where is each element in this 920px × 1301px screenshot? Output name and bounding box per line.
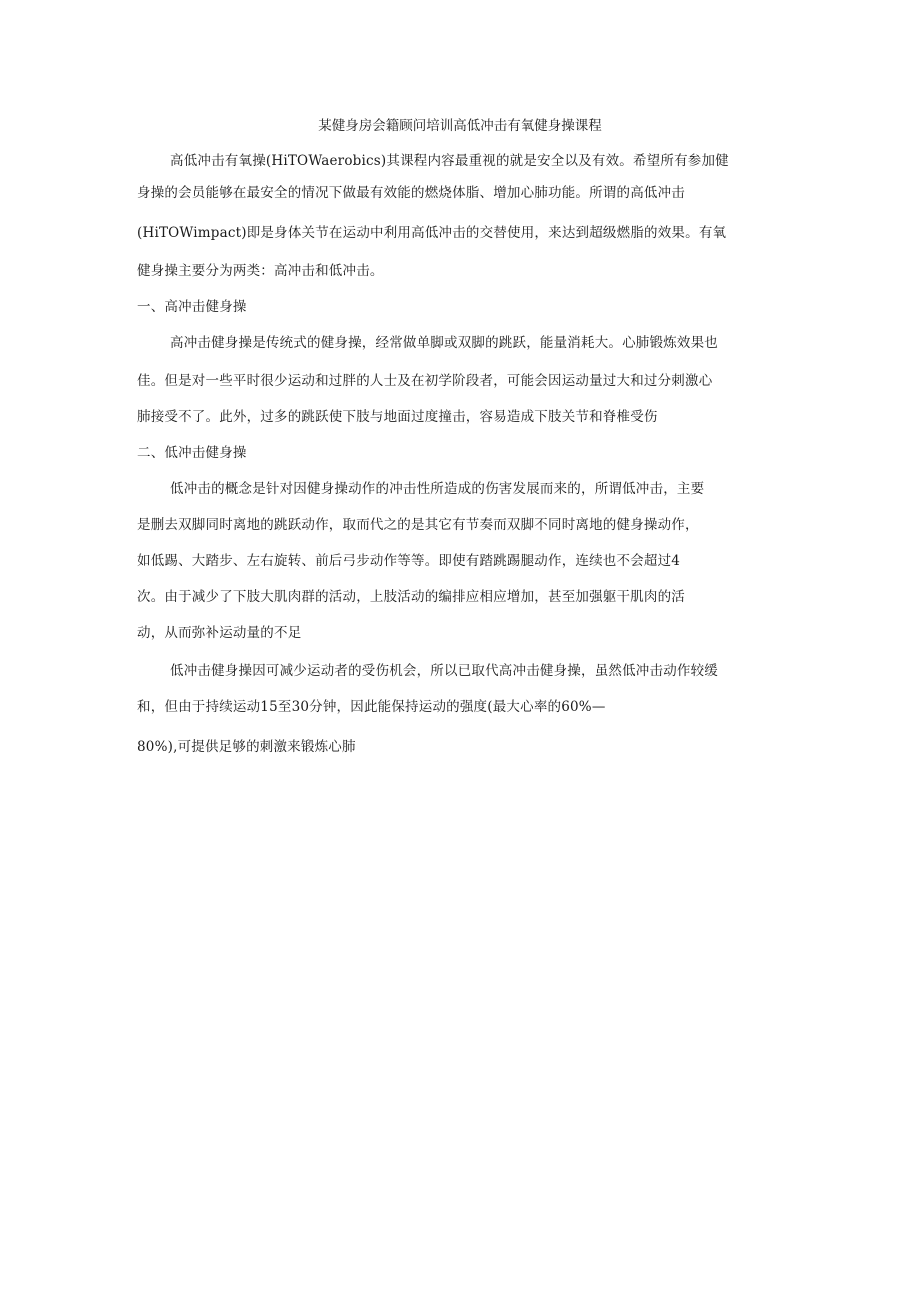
section2-para2-line: 和，但由于持续运动15至30分钟，因此能保持运动的强度(最大心率的60%— <box>137 699 606 715</box>
intro-line: 高低冲击有氧操(HiTOWaerobics)其课程内容最重视的就是安全以及有效。希望所有参加健 <box>170 153 729 169</box>
intro-line: 健身操主要分为两类：高冲击和低冲击。 <box>137 263 384 279</box>
section2-para1-line: 次。由于减少了下肢大肌肉群的活动，上肢活动的编排应相应增加，甚至加强躯干肌肉的活 <box>137 589 685 605</box>
section2-para2-line: 低冲击健身操因可减少运动者的受伤机会，所以已取代高冲击健身操，虽然低冲击动作较缓 <box>170 663 718 679</box>
intro-line: 身操的会员能够在最安全的情况下做最有效能的燃烧体脂、增加心肺功能。所谓的高低冲击 <box>137 185 685 201</box>
section2-para1-line: 是删去双脚同时离地的跳跃动作，取而代之的是其它有节奏而双脚不同时离地的健身操动作， <box>137 517 699 533</box>
document-title: 某健身房会籍顾问培训高低冲击有氧健身操课程 <box>318 118 602 134</box>
section2-heading: 二、低冲击健身操 <box>137 445 247 461</box>
section2-para1-line: 如低踢、大踏步、左右旋转、前后弓步动作等等。即使有踏跳踢腿动作，连续也不会超过4 <box>137 553 681 569</box>
section1-heading: 一、高冲击健身操 <box>137 299 247 315</box>
intro-line: (HiTOWimpact)即是身体关节在运动中利用高低冲击的交替使用，来达到超级燃脂的效果。有氧 <box>137 225 727 241</box>
section1-line: 肺接受不了。此外，过多的跳跃使下肢与地面过度撞击，容易造成下肢关节和脊椎受伤 <box>137 409 658 425</box>
section1-line: 高冲击健身操是传统式的健身操，经常做单脚或双脚的跳跃，能量消耗大。心肺锻炼效果也 <box>170 335 718 351</box>
section2-para1-line: 动，从而弥补运动量的不足 <box>137 625 302 641</box>
section1-line: 佳。但是对一些平时很少运动和过胖的人士及在初学阶段者，可能会因运动量过大和过分刺激心 <box>137 373 713 389</box>
section2-para1-line: 低冲击的概念是针对因健身操动作的冲击性所造成的伤害发展而来的，所谓低冲击，主要 <box>170 481 705 497</box>
section2-para2-line: 80%),可提供足够的刺激来锻炼心肺 <box>137 739 356 755</box>
